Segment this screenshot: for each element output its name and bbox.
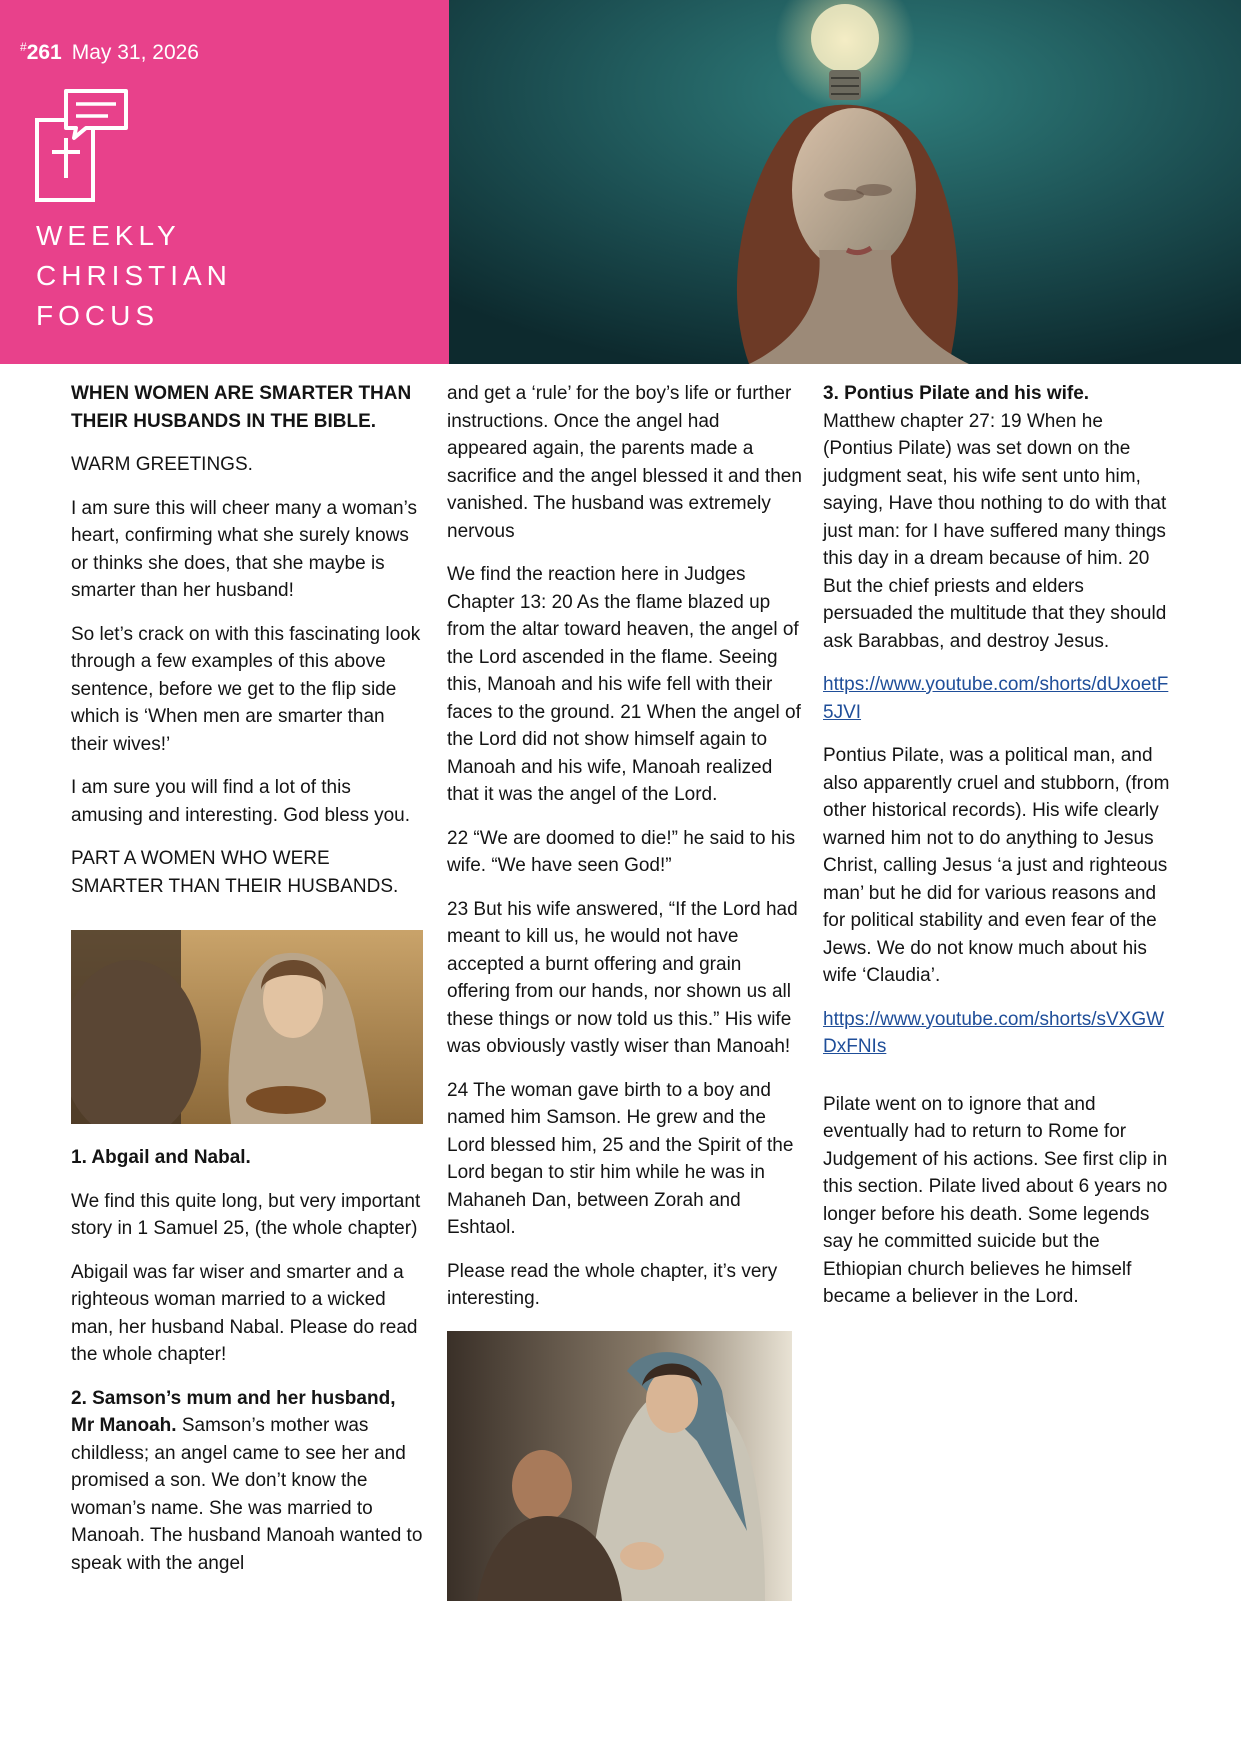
issue-prefix: #: [20, 40, 27, 54]
paragraph: I am sure this will cheer many a woman’s heart, confirming what she surely knows or thinks she does, that she maybe is smarter than her husband!: [71, 497, 417, 601]
column-1: [71, 380, 423, 1593]
hero-image: [449, 0, 1241, 364]
paragraph-text: Samson’s mother was childless; an angel came to see her and promised a son. We don’t know the woman’s name. She was married to Manoah. The husband Manoah wanted to speak with the angel: [71, 1415, 423, 1574]
paragraph: and get a ‘rule’ for the boy’s life or further instructions. Once the angel had appeared again, the parents made a sacrifice and the angel blessed it and then vanished. The husband was extremely nervous: [447, 383, 802, 542]
paragraph: So let’s crack on with this fascinating look through a few examples of this above sentence, before we get to the flip side which is ‘When men are smarter than their wives!’: [71, 623, 421, 755]
section-heading: PART A WOMEN WHO WERE SMARTER THAN THEIR HUSBANDS.: [71, 848, 399, 897]
section-heading: 2. Samson’s mum and her husband, Mr Manoah.: [71, 1387, 396, 1436]
issue-number: 261: [26, 41, 62, 64]
paragraph: [71, 1385, 423, 1578]
brand-line: CHRISTIAN: [36, 260, 232, 291]
paragraph: Abigail was far wiser and smarter and a righteous woman married to a wicked man, her husband Nabal. Please do read the whole chapter!: [71, 1261, 418, 1365]
paragraph: [823, 380, 1175, 655]
masthead: [0, 0, 449, 364]
paragraph: I am sure you will find a lot of this amusing and interesting. God bless you.: [71, 777, 411, 826]
paragraph: Pontius Pilate, was a political man, and also apparently cruel and stubborn, (from other historical records). His wife clearly warned him not to do anything to Jesus Christ, calling Jesus ‘a just and righteous man’ but he did for various reasons and for political stability and even fear of the Jews. We do not know much about his wife ‘Claudia’.: [823, 745, 1170, 986]
paragraph: Please read the whole chapter, it’s very interesting.: [447, 1260, 778, 1309]
paragraph: 24 The woman gave birth to a boy and named him Samson. He grew and the Lord blessed him, 25 and the Spirit of the Lord began to stir him while he was in Mahaneh Dan, between Zorah and Eshtaol.: [447, 1079, 794, 1238]
article-title: WHEN WOMEN ARE SMARTER THAN THEIR HUSBANDS IN THE BIBLE.: [71, 383, 412, 432]
column-3: [823, 380, 1175, 1327]
brand-line: WEEKLY: [36, 220, 181, 251]
brand-line: FOCUS: [36, 300, 159, 331]
paragraph: Pilate went on to ignore that and eventually had to return to Rome for Judgement of his actions. See first clip in this section. Pilate lived about 6 years no longer before his death. Some legends say he committed suicide but the Ethiopian church believes he himself became a believer in the Lord.: [823, 1093, 1168, 1307]
section-heading: 1. Abgail and Nabal.: [71, 1147, 251, 1168]
youtube-link[interactable]: https://www.youtube.com/shorts/sVXGWDxFNIs: [823, 1008, 1165, 1057]
paragraph: [823, 671, 1175, 726]
abigail-photo: [71, 930, 423, 1124]
bible-speech-bubble-icon: [34, 88, 130, 204]
paragraph: We find the reaction here in Judges Chapter 13: 20 As the flame blazed up from the altar toward heaven, the angel of the Lord ascended in the flame. Seeing this, Manoah and his wife fell with their faces to the ground. 21 When the angel of the Lord did not show himself again to Manoah and his wife, Manoah realized that it was the angel of the Lord.: [447, 564, 801, 805]
paragraph: We find this quite long, but very important story in 1 Samuel 25, (the whole chapter): [71, 1190, 421, 1239]
brand-title: [36, 216, 232, 336]
youtube-link[interactable]: https://www.youtube.com/shorts/dUxoetF5JVI: [823, 674, 1169, 723]
paragraph: 22 “We are doomed to die!” he said to his wife. “We have seen God!”: [447, 827, 796, 876]
paragraph: 23 But his wife answered, “If the Lord had meant to kill us, he would not have accepted a burnt offering and grain offering from our hands, nor shown us all these things or now told us this.” His wife was obviously vastly wiser than Manoah!: [447, 898, 798, 1057]
greeting: WARM GREETINGS.: [71, 454, 253, 475]
issue-info: [20, 40, 199, 65]
paragraph-text: Matthew chapter 27: 19 When he (Pontius Pilate) was set down on the judgment seat, his wife sent unto him, saying, Have thou nothing to do with that just man: for I have suffered many things this day in a dream because of him. 20 But the chief priests and elders persuaded the multitude that they should ask Barabbas, and destroy Jesus.: [823, 410, 1167, 652]
section-heading: 3. Pontius Pilate and his wife.: [823, 383, 1090, 404]
issue-date: May 31, 2026: [71, 41, 199, 64]
paragraph: [823, 1006, 1175, 1061]
column-2: [447, 380, 802, 1621]
pilate-wife-photo: [447, 1331, 792, 1601]
